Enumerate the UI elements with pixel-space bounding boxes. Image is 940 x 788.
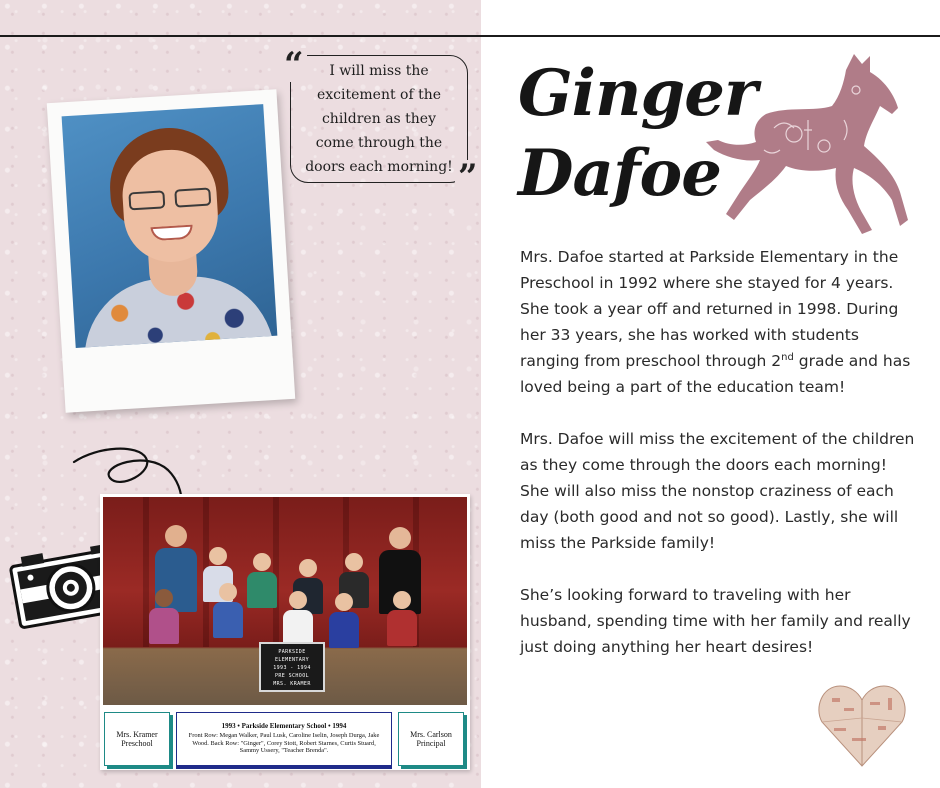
portrait-photo <box>62 104 278 348</box>
class-photo-scene <box>103 497 467 705</box>
child-figure <box>247 553 277 608</box>
title-first-name: Ginger <box>518 56 757 131</box>
caption-title: 1993 • Parkside Elementary School • 1994 <box>221 722 347 731</box>
origami-heart <box>818 678 906 770</box>
horse-silhouette <box>704 50 914 236</box>
quote-text: I will miss the excitement of the children as they come through the doors each morning! <box>305 63 453 175</box>
caption-class-names <box>176 712 392 766</box>
title-last-name: Dafoe <box>518 136 721 211</box>
child-figure <box>283 591 313 646</box>
portrait-polaroid <box>47 89 295 412</box>
caption-names: Front Row: Megan Walker, Paul Lusk, Caroline Iselin, Joseph Durga, Jake Wood. Back Row: "Ginger", Corey Stott, Robert Starnes, Curtis Stuard, Sammy Ussery, "Teacher Brenda". <box>188 731 380 755</box>
quote-close-mark: ” <box>455 160 481 194</box>
bio-paragraph-3: She’s looking forward to traveling with her husband, spending time with her family and really just doing anything her heart desires! <box>520 586 911 656</box>
bio-paragraph-2: Mrs. Dafoe will miss the excitement of the children as they come through the doors each morning! She will also miss the nonstop craziness of each day (both good and not so good). Lastly, she will miss the Parkside family! <box>520 430 915 552</box>
caption-principal: Mrs. Carlson Principal <box>398 712 464 766</box>
child-figure <box>149 589 179 644</box>
bio-text <box>520 244 920 686</box>
quote-open-mark: “ <box>281 48 307 82</box>
class-photo-sign: PARKSIDE ELEMENTARY 1993 - 1994 PRE SCHOOL MRS. KRAMER <box>259 642 325 692</box>
caption-teacher: Mrs. Kramer Preschool <box>104 712 170 766</box>
child-figure <box>387 591 417 646</box>
bio-paragraph-1: Mrs. Dafoe started at Parkside Elementary in the Preschool in 1992 where she stayed for 4 years. She took a year off and returned in 1998. During her 33 years, she has worked with students ranging from preschool through 2nd grade and has loved being a part of the education team! <box>520 248 911 396</box>
child-figure <box>329 593 359 648</box>
top-divider <box>0 35 940 37</box>
child-figure <box>213 583 243 638</box>
quote-bubble <box>290 55 468 183</box>
class-photo <box>100 494 470 770</box>
